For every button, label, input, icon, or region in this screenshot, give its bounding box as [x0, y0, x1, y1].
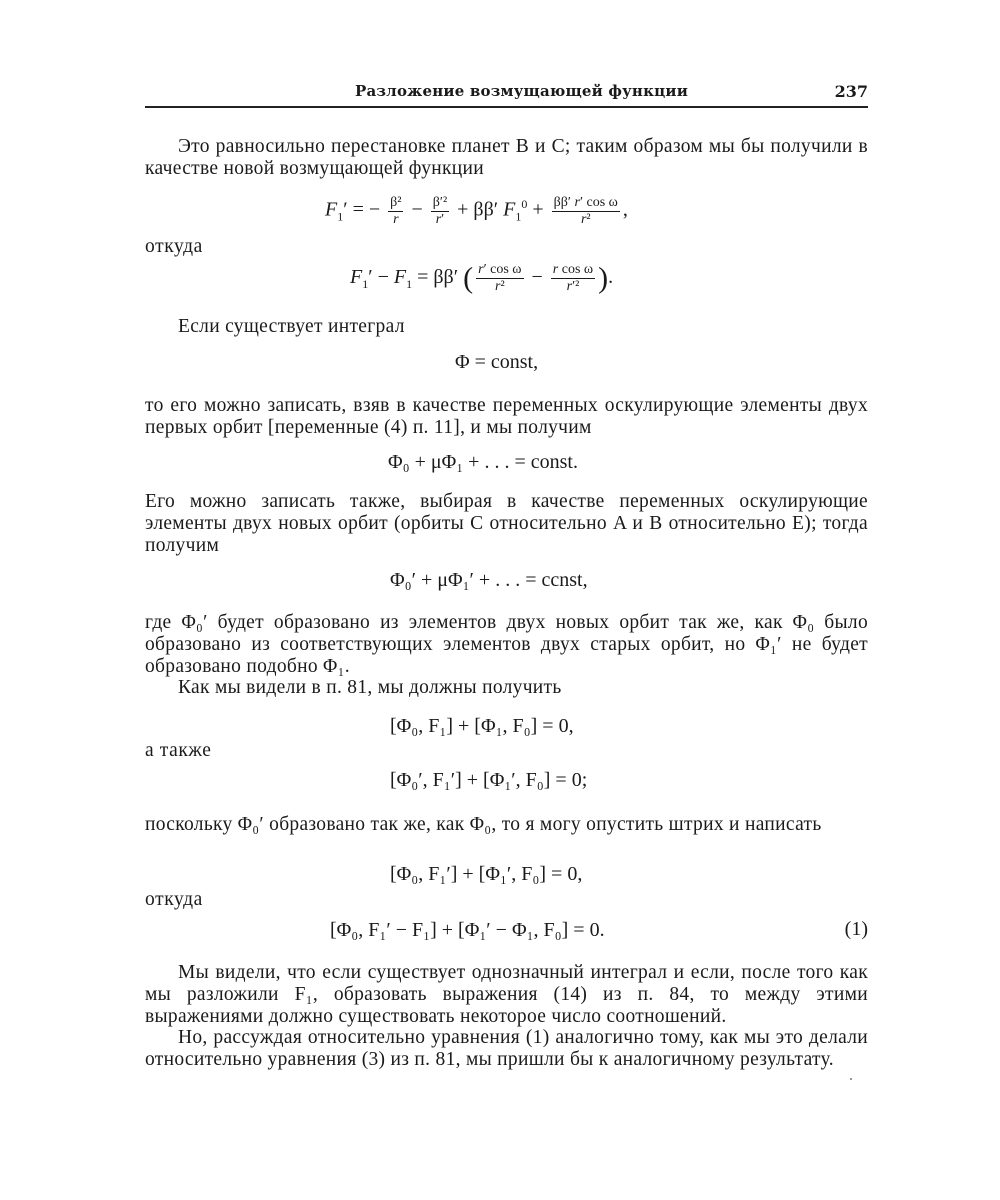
equation-series-prime: Φ₀′ + μΦ₁′ + . . . = ccnst, — [390, 569, 588, 591]
page-number: 237 — [834, 82, 868, 101]
label-a-takzhe: а также — [145, 740, 212, 761]
paragraph-4: Его можно записать также, выбирая в качестве переменных оскулирующие элементы двух новых орбит (орбиты C относительно A и B относительно E); тогда получим — [145, 491, 868, 556]
running-title: Разложение возмущающей функции — [355, 82, 689, 100]
paragraph-1: Это равносильно перестановке планет B и C; таким образом мы бы получили в качестве новой возмущающей функции — [145, 136, 868, 179]
paragraph-6: Как мы видели в п. 81, мы должны получить — [178, 677, 562, 698]
paragraph-7: поскольку Φ₀′ образовано так же, как Φ₀, то я могу опустить штрих и написать — [145, 814, 822, 835]
equation-new-perturbing-function: $F_1'$ = − $\frac{\text{β²}}{r}$ − $\frac{\text{β′²}}{r'}$ + ββ′ $F_1^0$ + $\frac{\text{ββ′ r′ cos ω}}{\text{r²}}$ , — [325, 194, 628, 227]
paragraph-3: то его можно записать, взяв в качестве переменных оскулирующие элементы двух первых орбит [переменные (4) п. 11], и мы получим — [145, 395, 868, 438]
equation-poisson-bracket-2: [Φ₀′, F₁′] + [Φ₁′, F₀] = 0; — [390, 769, 588, 791]
equation-series: Φ₀ + μΦ₁ + . . . = const. — [388, 451, 578, 473]
print-speck — [850, 1078, 852, 1080]
equation-1: [Φ₀, F₁′ − F₁] + [Φ₁′ − Φ₁, F₀] = 0. — [330, 919, 605, 941]
equation-number: (1) — [844, 918, 868, 940]
label-otkuda-1: откуда — [145, 236, 203, 257]
paragraph-5: где Φ₀′ будет образовано из элементов двух новых орбит так же, как Φ₀ было образовано из соответствующих элементов двух старых орбит, но Φ₁′ не будет образовано подобно Φ₁. — [145, 612, 868, 677]
paragraph-2: Если существует интеграл — [178, 316, 405, 337]
equation-phi-const: Φ = const, — [455, 351, 539, 373]
label-otkuda-2: откуда — [145, 889, 203, 910]
equation-poisson-bracket-3: [Φ₀, F₁′] + [Φ₁′, F₀] = 0, — [390, 863, 583, 885]
header-rule — [145, 106, 868, 108]
paragraph-9: Но, рассуждая относительно уравнения (1) аналогично тому, как мы это делали относительно уравнения (3) из п. 81, мы пришли бы к аналогичному результату. — [145, 1027, 868, 1070]
paragraph-8: Мы видели, что если существует однозначный интеграл и если, после того как мы разложили F₁, образовать выражения (14) из п. 84, то между этими выражениями должно существовать некоторое число соотношений. — [145, 962, 868, 1027]
equation-difference: $F_1' - F_1 = \beta\beta'$ ( $\frac{\text{r′ cos ω}}{\text{r²}}$ − $\frac{\text{r cos ω}}{\text{r′²}}$ ). — [350, 261, 614, 295]
equation-poisson-bracket-1: [Φ₀, F₁] + [Φ₁, F₀] = 0, — [390, 715, 574, 737]
